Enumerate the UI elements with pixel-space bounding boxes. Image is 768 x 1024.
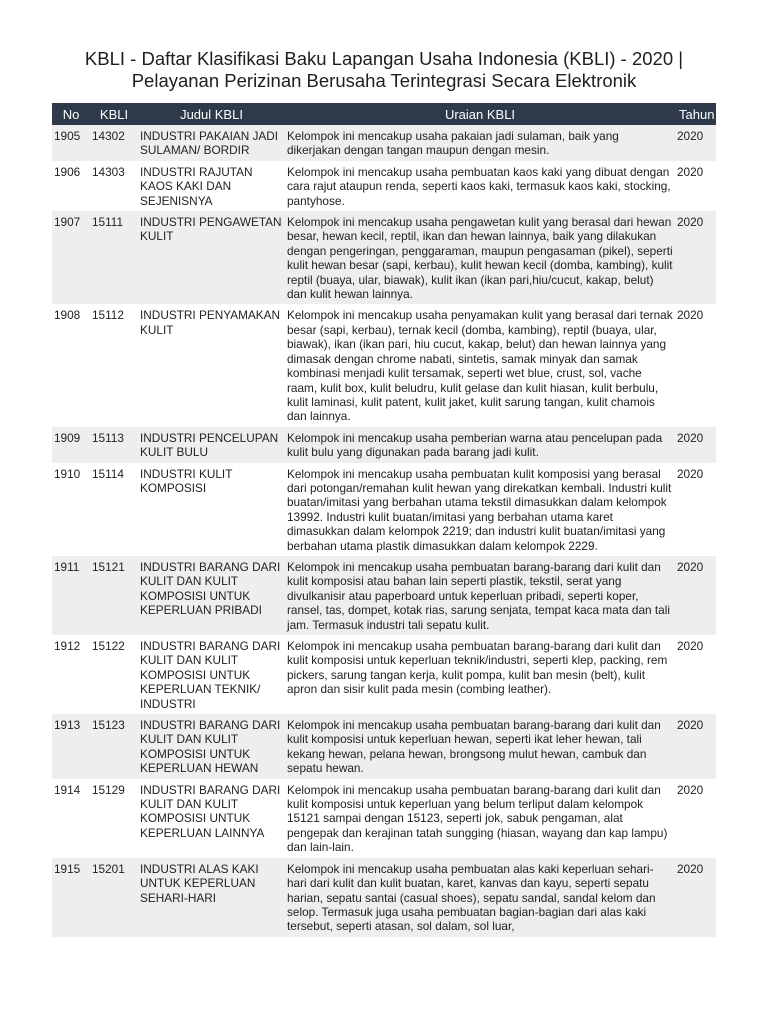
cell-tahun: 2020 xyxy=(675,463,716,556)
table-row xyxy=(52,556,716,635)
cell-uraian-kbli: Kelompok ini mencakup usaha pembuatan alas kaki keperluan sehari-hari dari kulit dan kulit buatan, karet, kanvas dan kayu, seperti sepatu harian, sepatu santai (casual shoes), sepatu sandal, sandal kelom dan selop. Termasuk juga usaha pembuatan bagian-bagian dari alas kaki tersebut, seperti atasan, sol dalam, sol luar, xyxy=(285,858,675,937)
cell-uraian-kbli: Kelompok ini mencakup usaha pembuatan barang-barang dari kulit dan kulit komposisi atau bahan lain seperti plastik, tekstil, serat yang divulkanisir atau paperboard untuk keperluan pribadi, seperti koper, ransel, tas, dompet, kotak rias, sarung senjata, tempat kaca mata dan tali jam. Termasuk industri tali sepatu kulit. xyxy=(285,556,675,635)
cell-uraian-kbli: Kelompok ini mencakup usaha pembuatan barang-barang dari kulit dan kulit komposisi untuk keperluan hewan, seperti ikat leher hewan, tali kekang hewan, pelana hewan, brongsong mulut hewan, cambuk dan sepatu hewan. xyxy=(285,714,675,779)
cell-judul-kbli: INDUSTRI KULIT KOMPOSISI xyxy=(138,463,285,556)
cell-tahun: 2020 xyxy=(675,858,716,937)
cell-kbli-code: 14302 xyxy=(90,125,138,161)
cell-judul-kbli: INDUSTRI ALAS KAKI UNTUK KEPERLUAN SEHARI-HARI xyxy=(138,858,285,937)
table-row xyxy=(52,125,716,161)
cell-no: 1907 xyxy=(52,211,90,304)
cell-kbli-code: 15112 xyxy=(90,304,138,426)
cell-no: 1906 xyxy=(52,161,90,211)
cell-kbli-code: 15114 xyxy=(90,463,138,556)
header-uraian-kbli: Uraian KBLI xyxy=(285,103,675,125)
cell-no: 1910 xyxy=(52,463,90,556)
table-row xyxy=(52,211,716,304)
cell-kbli-code: 15123 xyxy=(90,714,138,779)
cell-tahun: 2020 xyxy=(675,427,716,463)
cell-no: 1905 xyxy=(52,125,90,161)
header-kbli: KBLI xyxy=(90,103,138,125)
cell-uraian-kbli: Kelompok ini mencakup usaha pakaian jadi sulaman, baik yang dikerjakan dengan tangan maupun dengan mesin. xyxy=(285,125,675,161)
cell-no: 1915 xyxy=(52,858,90,937)
page-title xyxy=(40,48,728,92)
header-no: No xyxy=(52,103,90,125)
cell-tahun: 2020 xyxy=(675,714,716,779)
cell-judul-kbli: INDUSTRI PENGAWETAN KULIT xyxy=(138,211,285,304)
cell-tahun: 2020 xyxy=(675,304,716,426)
cell-kbli-code: 15122 xyxy=(90,635,138,714)
cell-judul-kbli: INDUSTRI BARANG DARI KULIT DAN KULIT KOMPOSISI UNTUK KEPERLUAN HEWAN xyxy=(138,714,285,779)
cell-tahun: 2020 xyxy=(675,211,716,304)
cell-judul-kbli: INDUSTRI PENCELUPAN KULIT BULU xyxy=(138,427,285,463)
cell-no: 1914 xyxy=(52,779,90,858)
cell-tahun: 2020 xyxy=(675,161,716,211)
table-row xyxy=(52,427,716,463)
page-title-line-1: KBLI - Daftar Klasifikasi Baku Lapangan Usaha Indonesia (KBLI) - 2020 | xyxy=(84,48,684,69)
cell-tahun: 2020 xyxy=(675,125,716,161)
cell-judul-kbli: INDUSTRI PENYAMAKAN KULIT xyxy=(138,304,285,426)
cell-uraian-kbli: Kelompok ini mencakup usaha pengawetan kulit yang berasal dari hewan besar, hewan kecil, reptil, ikan dan hewan lainnya, baik yang dilakukan dengan pengeringan, penggaraman, maupun pengasaman (pikel), seperti kulit hewan besar (sapi, kerbau), kulit hewan kecil (domba, kambing), kulit reptil (buaya, ular, biawak), kulit ikan (ikan pari,hiu/cucut, kakap, belut) dan kulit hewan lainnya. xyxy=(285,211,675,304)
header-judul-kbli: Judul KBLI xyxy=(138,103,285,125)
cell-judul-kbli: INDUSTRI BARANG DARI KULIT DAN KULIT KOMPOSISI UNTUK KEPERLUAN TEKNIK/ INDUSTRI xyxy=(138,635,285,714)
cell-uraian-kbli: Kelompok ini mencakup usaha pembuatan barang-barang dari kulit dan kulit komposisi untuk keperluan yang belum terliput dalam kelompok 15121 sampai dengan 15123, seperti jok, sabuk pengaman, alat pengepak dan kerajinan tatah sungging (hiasan, wayang dan kap lampu) dan lain-lain. xyxy=(285,779,675,858)
cell-uraian-kbli: Kelompok ini mencakup usaha penyamakan kulit yang berasal dari ternak besar (sapi, kerbau), ternak kecil (domba, kambing), reptil (buaya, ular, biawak), ikan (ikan pari, hiu cucut, kakap, belut) dan hewan lainnya yang dimasak dengan chrome nabati, sintetis, samak minyak dan samak kombinasi menjadi kulit tersamak, seperti wet blue, crust, sol, vache raam, kulit box, kulit beludru, kulit gelase dan kulit hiasan, kulit berbulu, kulit laminasi, kulit patent, kulit jaket, kulit sarung tangan, kulit chamois dan lainnya. xyxy=(285,304,675,426)
cell-no: 1908 xyxy=(52,304,90,426)
cell-no: 1913 xyxy=(52,714,90,779)
kbli-table xyxy=(52,103,716,937)
table-row xyxy=(52,714,716,779)
cell-judul-kbli: INDUSTRI PAKAIAN JADI SULAMAN/ BORDIR xyxy=(138,125,285,161)
cell-uraian-kbli: Kelompok ini mencakup usaha pemberian warna atau pencelupan pada kulit bulu yang digunakan pada barang jadi kulit. xyxy=(285,427,675,463)
cell-kbli-code: 14303 xyxy=(90,161,138,211)
table-row xyxy=(52,304,716,426)
table-row xyxy=(52,858,716,937)
cell-kbli-code: 15121 xyxy=(90,556,138,635)
cell-no: 1912 xyxy=(52,635,90,714)
cell-tahun: 2020 xyxy=(675,556,716,635)
table-row xyxy=(52,161,716,211)
cell-no: 1911 xyxy=(52,556,90,635)
table-row xyxy=(52,463,716,556)
table-header-row xyxy=(52,103,716,125)
header-tahun: Tahun xyxy=(675,103,716,125)
cell-judul-kbli: INDUSTRI RAJUTAN KAOS KAKI DAN SEJENISNYA xyxy=(138,161,285,211)
cell-uraian-kbli: Kelompok ini mencakup usaha pembuatan kulit komposisi yang berasal dari potongan/remahan kulit hewan yang direkatkan kembali. Industri kulit buatan/imitasi yang berbahan utama tekstil dimasukkan dalam kelompok 13992. Industri kulit buatan/imitasi yang berbahan utama karet dimasukkan dalam kelompok 2219; dan industri kulit buatan/imitasi yang berbahan utama plastik dimasukkan dalam kelompok 2229. xyxy=(285,463,675,556)
cell-kbli-code: 15129 xyxy=(90,779,138,858)
page-title-line-2: Pelayanan Perizinan Berusaha Terintegrasi Secara Elektronik xyxy=(131,70,637,91)
table-row xyxy=(52,635,716,714)
cell-uraian-kbli: Kelompok ini mencakup usaha pembuatan kaos kaki yang dibuat dengan cara rajut ataupun renda, seperti kaos kaki, termasuk kaos kaki, stocking, pantyhose. xyxy=(285,161,675,211)
cell-kbli-code: 15201 xyxy=(90,858,138,937)
cell-no: 1909 xyxy=(52,427,90,463)
table-row xyxy=(52,779,716,858)
cell-judul-kbli: INDUSTRI BARANG DARI KULIT DAN KULIT KOMPOSISI UNTUK KEPERLUAN LAINNYA xyxy=(138,779,285,858)
cell-tahun: 2020 xyxy=(675,779,716,858)
cell-uraian-kbli: Kelompok ini mencakup usaha pembuatan barang-barang dari kulit dan kulit komposisi untuk keperluan teknik/industri, seperti klep, packing, rem pickers, sarung tangan kerja, kulit pompa, kulit ban mesin (belt), kulit apron dan sisir kulit pada mesin (combing leather). xyxy=(285,635,675,714)
cell-judul-kbli: INDUSTRI BARANG DARI KULIT DAN KULIT KOMPOSISI UNTUK KEPERLUAN PRIBADI xyxy=(138,556,285,635)
cell-kbli-code: 15113 xyxy=(90,427,138,463)
cell-kbli-code: 15111 xyxy=(90,211,138,304)
cell-tahun: 2020 xyxy=(675,635,716,714)
table-body xyxy=(52,125,716,937)
